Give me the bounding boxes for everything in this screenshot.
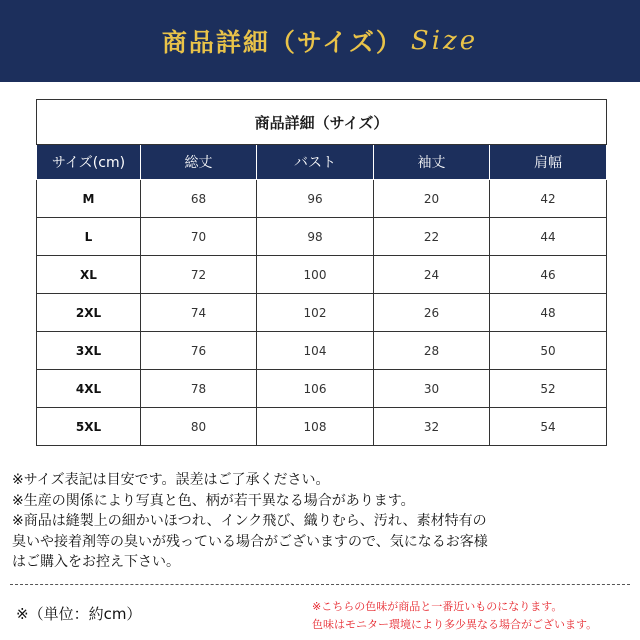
dashed-divider: [10, 584, 630, 585]
note-line: はご購入をお控え下さい。: [12, 554, 180, 570]
banner-size-label: Size: [410, 26, 479, 56]
table-title: 商品詳細（サイズ）: [37, 100, 607, 145]
bust-cell: 96: [257, 180, 374, 218]
length-cell: 72: [141, 256, 257, 294]
size-table: [36, 99, 607, 446]
table-row: [37, 408, 607, 446]
table-row: [37, 332, 607, 370]
table-row: [37, 256, 607, 294]
note-line: 臭いや接着剤等の臭いが残っている場合がございますので、気になるお客様: [12, 533, 488, 550]
length-cell: 74: [141, 294, 257, 332]
color-note-line: ※こちらの色味が商品と一番近いものになります。: [312, 600, 563, 613]
length-cell: 70: [141, 218, 257, 256]
length-cell: 80: [141, 408, 257, 446]
bust-cell: 98: [257, 218, 374, 256]
length-cell: 76: [141, 332, 257, 370]
notes-block: [12, 470, 632, 573]
bust-cell: 102: [257, 294, 374, 332]
size-cell: 2XL: [37, 294, 141, 332]
size-cell: L: [37, 218, 141, 256]
size-cell: 5XL: [37, 408, 141, 446]
sleeve-cell: 22: [374, 218, 490, 256]
table-row: [37, 294, 607, 332]
size-cell: 4XL: [37, 370, 141, 408]
banner-title: 商品詳細（サイズ）: [161, 28, 403, 57]
note-line: ※商品は縫製上の細かいほつれ、インク飛び、織りむら、汚れ、素材特有の: [12, 513, 487, 529]
shoulder-cell: 54: [490, 408, 607, 446]
color-note-line: 色味はモニター環境により多少異なる場合がございます。: [312, 618, 598, 631]
shoulder-cell: 42: [490, 180, 607, 218]
header-shoulder: 肩幅: [490, 145, 607, 180]
sleeve-cell: 24: [374, 256, 490, 294]
size-cell: 3XL: [37, 332, 141, 370]
length-cell: 68: [141, 180, 257, 218]
header-sleeve: 袖丈: [374, 145, 490, 180]
length-cell: 78: [141, 370, 257, 408]
bust-cell: 104: [257, 332, 374, 370]
table-row: [37, 180, 607, 218]
header-length: 総丈: [141, 145, 257, 180]
size-cell: XL: [37, 256, 141, 294]
bust-cell: 106: [257, 370, 374, 408]
color-note: [312, 598, 632, 634]
shoulder-cell: 50: [490, 332, 607, 370]
sleeve-cell: 28: [374, 332, 490, 370]
sleeve-cell: 26: [374, 294, 490, 332]
size-cell: M: [37, 180, 141, 218]
note-line: ※生産の関係により写真と色、柄が若干異なる場合があります。: [12, 492, 415, 509]
sleeve-cell: 32: [374, 408, 490, 446]
sleeve-cell: 30: [374, 370, 490, 408]
bust-cell: 100: [257, 256, 374, 294]
header-size: サイズ(cm): [37, 145, 141, 180]
unit-note: ※（単位：約cm）: [16, 605, 142, 623]
note-line: ※サイズ表記は目安です。誤差はご了承ください。: [12, 472, 330, 488]
header-bust: バスト: [257, 145, 374, 180]
shoulder-cell: 44: [490, 218, 607, 256]
shoulder-cell: 48: [490, 294, 607, 332]
table-row: [37, 218, 607, 256]
bust-cell: 108: [257, 408, 374, 446]
shoulder-cell: 52: [490, 370, 607, 408]
sleeve-cell: 20: [374, 180, 490, 218]
table-row: [37, 370, 607, 408]
header-banner: [0, 0, 640, 82]
shoulder-cell: 46: [490, 256, 607, 294]
